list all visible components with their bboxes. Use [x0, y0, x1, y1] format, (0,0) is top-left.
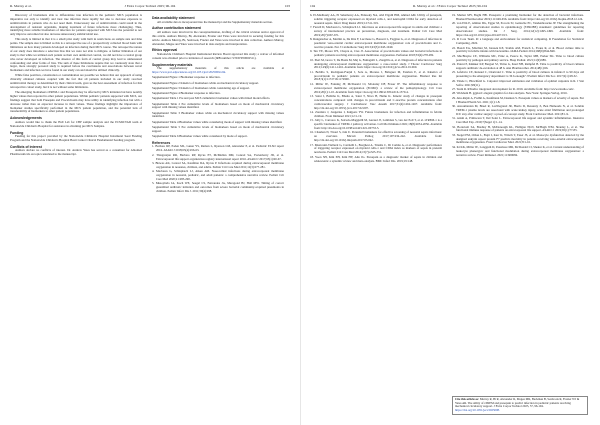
reference-item: 7. Farrell D, Maclaren G, Schlapbach LJ. Infections on extracorporeal life support in adults and children: a survey of international practice on prevention, diagnosis, and treatment. Pediatr Crit Care Med 2019;20(7):667-671.	[310, 25, 442, 37]
supplementary-item: Supplemental Table 3 Biomarker values while on mechanical circulatory support with missing values identified.	[152, 110, 284, 119]
reference-item: 31. Adam A, Primaceru T, Del Soler L. Extracorporeal life support and systemic inflammation. Intensive Care Med Exp. 2019;7(Suppl 1):1-14.	[452, 116, 584, 125]
references-heading: References	[152, 140, 171, 145]
supplementary-item: Supplemental Figure 4 Biomarker response to infection.	[152, 91, 221, 96]
right-column-b	[452, 14, 584, 158]
reference-item: 4. Maclaren G, Schlapbach LJ, Aiken AM. Nosocomial infections during extracorporeal membrane oxygenation in neonatal, pediatric, and adult patients: a comprehensive narrative review. Pediatr Crit Care Med 2020;21:283-290.	[152, 169, 284, 181]
left-column-b	[152, 14, 284, 195]
reference-item: 33. Siegel PM, Orban L, Bojti I, Karr K, Witsch T, Esser JS, et al. Monocyte dysfunction detected by the designed ankyrin repeat protein F7 predicts mortality in patients receiving veno-arterial extracorporeal membrane oxygenation. Front Cardiovasc Med. 2021;8:1-16.	[452, 132, 584, 145]
acknowledgements-heading: Acknowledgements	[10, 116, 42, 121]
reference-item: 10. Pieri M, Greco T, De Bonis M, Maj G, Fumagalli L, Zangrillo A, et al. Diagnosis of infection in patients undergoing extracorporeal membrane oxygenation: a case-control study. J Thorac Cardiovasc Surg 2012;143(6):1411-1416. Available from: https://doi.org/10.1016/j.jtcvs.2012.01.069.	[310, 57, 442, 70]
body-paragraph: Discovery of biomarkers able to differentiate true infection in the pediatric MCS population is imperative not only to identify and treat true infection more rapidly but also to decrease exposure to antimicrobials in patients who do not need them. Unnecessary use of antimicrobials could result in the development of resistant organisms, making treatment of future infections more challenging. Thus, identifying more reliable biomarkers of infection for patients supported with MCS has the potential to not only improve outcomes but also decrease unnecessary antimicrobial use.	[10, 13, 142, 37]
author-contribution-heading: Author contribution statement	[152, 26, 201, 31]
reference-item: 22. Bondi EA, Mischler M, Jurasek KE, Stathis AM, French L, Evans R, et al. Blood culture time to positivity in febrile infants with bacteremia. JAMA Pediatr 2014;168(9):844-849.	[452, 45, 584, 54]
supplementary-item: Supplemental Table 5 Pre cumulative levels of biomarkers based on mode of mechanical circulatory support.	[152, 124, 284, 133]
reference-item: 17. Musicanti-Vielleral G, Carritelli L, Borghesi A, Trisalis C, Di Comite A, et al. Diagnostic performance of triggering receptor expressed on myeloid cells-1 and CD64 index as markers of sepsis in preterm newborns. Pediatr Crit Care Med 2014;15(7):e325-331.	[310, 142, 442, 155]
reference-item: 30. Arzoumanian M, Bruel R, Lavillegrand JR, Harris D, Dessanty Z, Ben Hamouda N, et al. Soluble TREM-1 plasma levels are associated with acute kidney injury, acute atrial fibrillation and prolonged ICU stay after cardiac surgery: a proof-of-concept study. Front Cardiovasc Med. 2021;8:1-9.	[452, 104, 584, 116]
body-paragraph: While false positives, colonization or contamination are possible we believe that our approach of using clinically obtained cultures coupled with the fact that all patients included in our study received antimicrobial therapy as determined by their clinical team, gave us the best assessment of infection for this retrospective cohort study, but it is not without some limitations.	[10, 73, 142, 89]
reference-list	[152, 145, 284, 194]
reference-item: 11. Bobillo S, Rodriguez-Fanjul J, Sole A, Moreno J, Balaguer M, Esteban E, et al. Kinetics of procalcitonin in pediatric patients on extracorporeal membrane oxygenation. Biomed Res Int 2018;3(1):1172716:1172900.	[310, 69, 442, 82]
ethics-text: Nationwide Children's Hospital Institutional Review Board approved this study; a waiver of informed consent was obtained prior to initiation of research (IRB number: STUDY00002511).	[152, 52, 284, 60]
reference-list	[310, 14, 442, 163]
funding-text: Funding for this project provided by the Nationwide Children's Hospital Intramural Seed Funding Program and the Nationwide Children's Hospital Heart Center Clinical Fundamental Seeding program.	[10, 134, 142, 142]
reference-item: 29. Abu-Rajab A, Fadhil A, Kaufmann M, Desikan S. Presepsin values as markers of severity of sepsis. Eur J Biomed Pharm Sci. 2021;1(1):1-8.	[452, 95, 584, 104]
reference-item: 20. von Elm E, Altman DG, Egger M, Pocock SJ, Gøtzsche PC, Vandenbroucke JP. The strengthening the reporting of observational studies in epidemiology (STROBE) statement: guidelines for reporting observational studies. Int J Surg. 2014;12(12):1495-1499. Available from: https://doi.org/10.1016/j.ijsu.2014.07.013.	[452, 21, 584, 37]
reference-item: 12. Millar JE, Fanning JP, McDonald CI, McAuley DF, Fraser JF. The inflammatory response to extracorporeal membrane oxygenation (ECMO): a review of the pathophysiology. Crit Care 2016;20(1):1-10. Available from: https://doi.org/10.1186/s13054-016-1570-4.	[310, 81, 442, 94]
reference-item: 19. Memar MY, Baghi HB. Presepsin: a promising biomarker for the detection of bacterial infections. Biomed Pharmacother 2019;111:649-656. Available from: https://doi.org/10.1016/j.biopha.2018.12.124.	[452, 13, 584, 21]
acknowledgements-text: Authors would like to thank the Hall Lab for CBP sample analysis and the ECMO/VAD team at Nationwide Children's Hospital for assistance in obtaining pre MCS Samples.	[10, 119, 142, 128]
reference-item: 28. Wickham H. ggplot2: elegant graphics for data analysis. New York: Springer-Verlag, 2016.	[452, 91, 568, 96]
supplementary-item: Supplemental Table 4 Biomarker values while considering mode of support with missing values identified.	[152, 119, 283, 124]
reference-item: 15. Jolly L, Carrasco K, Salcedo-Magguilli M, Garaud JJ, Lambden S, van der Poll T, et al. sTREM-1 is a specific biomarker of TREM-1 pathway activation. Cell Mol Immunol 2021;18(8):2054-2056. Available from: http://dx.doi.org/10.1038/s41423-021-00733-5.	[310, 118, 442, 130]
running-head-journal: J Extra Corpor Technol 2025; 96-104	[124, 4, 176, 8]
reference-item: 24. Paioni P, Kinkker KP, Bergsel SJ, Tirina G, Kaul NH, Rampfel B. Time to positivity of blood cultures supports antibiotic de-escalation at 48 h. Ann Pharmacother. 2014;48(1):66.	[452, 62, 584, 70]
running-head-journal: R. Murray et al.: J Extra Corpor Technol 2025; 96-104	[413, 4, 487, 8]
supplementary-item: Supplemental Figure 2 Kinetics of biomarkers while on mechanical circulatory support.	[152, 80, 260, 85]
reference-item: 6. El-Madbouly AA, El Sehemawy AA, Eldesoky NA, Abd Elgalil HM, Ahmed AM. Utility of presepsin, soluble triggering receptor expressed on myeloid cells-1, and neutrophil CD64 for early detection of neonatal sepsis. Infect Drug Resist 2019;12:311-319.	[310, 13, 442, 25]
ethics-heading: Ethics approval	[152, 48, 178, 53]
page-number: 104	[310, 4, 316, 8]
supplementary-item: Supplemental Figure 3 Kinetics of biomarkers while considering age of support.	[152, 85, 250, 90]
reference-item: 26. Thiele C, Hirschfeld G. Cutpoint: improved estimation and validation of optimal cutpoints in R. J Stat Softw. 2021;98(11).	[452, 78, 584, 87]
citation-box	[452, 396, 588, 415]
reference-item: 14. Zandstra J, Jongerius I, Kuijpers TW. Future biomarkers for infection and inflammation in febrile children. Front Immunol 2021;12:1-19.	[310, 110, 442, 118]
reference-item: 18. Yoon SH, Kim EH, Kim HY, Ahn JG. Presepsin as a diagnostic marker of sepsis in children and adolescents: a systemic review and meta-analysis. BMC Infect Dis. 2019;19:148.	[310, 154, 442, 163]
supplementary-intro	[152, 67, 284, 75]
citation-label: Cite this article as:	[455, 397, 480, 401]
reference-item: 2. Thiagarajan RR, Barbaro RP, Rycus PT, McMullan DM, Conrad SA, Fortenberry JD, et al. Extracorporeal life support organization registry international report 2016. ASAIO J 2017;63(1):60-67.	[152, 152, 284, 161]
running-head-right	[310, 3, 590, 11]
supplementary-item: Supplemental Table 1 Pre and post MCS cumulative biomarker values with mixed model effects.	[152, 96, 271, 101]
conflicts-text: Authors declare no conflicts of interest. Dr. Andrew Yates has served as a consultant for Abiomed Pharmaceuticals on topics unrelated to the manuscript.	[10, 148, 142, 157]
reference-item: 3. Biswas AK, Conrad SA, Kaufman DA, Rycus P. Infections acquired during extracorporeal membrane oxygenation in neonates, children, and adults. Pediatr Crit Care Med 2011;12(3):277-281.	[152, 161, 284, 169]
reference-list	[452, 14, 584, 157]
running-head-authors: R. Murray et al.	[10, 4, 32, 8]
right-page	[300, 0, 600, 425]
reference-item: 25. Lefebvre CE, Renaud C, Chartrand C. Time to positivity of blood cultures in infants 0 to 90 days old presenting to the emergency department: is 36 h enough? J Pediatr Infect Dis Soc. 2017;6(1):28-32.	[452, 70, 584, 79]
reference-item: 8. Rungatscher A, Merlini A, De Rita F, Lucchese G, Barozzi L, Faggian G, et al. Diagnosis of infection in paediatric veno-arterial cardiac extracorporeal membrane oxygenation: role of procalcitonin and C-reactive protein. Eur J Cardiothorac Surg 2013;43(5):1043-1049.	[310, 37, 442, 49]
reference-item: 34. Ki KK, Millar JE, Langguth D, Passmore MR, McDonald CI, Shekar K, et al. Current understanding of leukocyte phenotypic and functional modulation during extracorporeal membrane oxygenation: a narrative review. Front Immunol. 2021;11:600684.	[452, 144, 584, 157]
supplementary-item: Supplemental Table 2 Pre cumulative levels of biomarkers based on mode of mechanical circulatory support with missing values identified.	[152, 101, 284, 110]
citation-doi-link[interactable]: https://doi.org/10.1051/ject/2025008.	[455, 408, 500, 413]
reference-item: 9. Tan VE, Moore WS, Chopra A, Cies JJ. Association of procalcitonin values and bacterial infections in pediatric patients receiving extracorporeal membrane oxygenation. Perfusion 2018;33(4):278-282.	[310, 49, 442, 58]
supplementary-item: Supplemental Table 6 Biomarker values while considered by mode of support.	[152, 134, 248, 138]
reference-item: 23. MacBrayne CE, Williams MC, Prinz A, Pearce K, Taylor MB, Parker SK. Time to blood culture positivity by pathogen and primary service. Hosp Pediatr. 2021;11(9):989.	[452, 53, 584, 62]
page-number: 103	[284, 4, 290, 8]
reference-item: 13. Saini J, Babitha K, Bhatia A, Saini T, Niwa H, Hemu K. Kinetic study of changes in presepsin concentrations compared with changes in procalcitonin and C-reactive protein concentrations after cardiovascular surgery. J Cardiothorac Vasc Anesth 2017;31(4):1262-1267. Available from: http://dx.doi.org/10.1053/j.jvca.2017.02.007.	[310, 94, 442, 110]
data-availability-text: All available data is incorporated into the manuscript and the Supplementary materials section.	[157, 19, 273, 24]
reference-item: 32. Bortolotti SA, Bradley H, McDonough KL, Halligan NLN, McHugh WM, Shanley L, et al. The functional immune response of patients on extracorporeal life support. ASAIO J. 2019;65(1):77-83.	[452, 124, 584, 133]
supplementary-intro-text: The supplementary materials of this article are available at	[157, 66, 284, 71]
supplementary-item: Supplemental Figure 1 Biomarker response to infection.	[152, 75, 221, 80]
supplementary-link[interactable]: https://www.ject.edpsciences.org/10.1051/ject/2025009/olm.	[152, 70, 226, 75]
data-availability-heading: Data availability statement	[152, 16, 195, 20]
funding-heading: Funding	[10, 130, 24, 135]
reference-item: 1. Barbaro RP, Paden ML, Guner YS, Raman L, Ryerson LM, Alexander P, et al. Pediatric ELSO report 2016. ASAIO J 2018;63(4):456-63.	[152, 144, 284, 153]
body-paragraph: This study is limited in that it is a small pilot study with built in restrictions on sample size and time points. The sample size is limited as this is a retrospective use of a prospectively collected blood bank with limitations on how many patients developed an infection during their MCS course. The retrospective nature of our study does introduce a selection bias that we were not able to mitigate. A further limitation of our study is that while we utilized each patient as their own uninfected control, we did not have a control group who never developed an infection. The absence of this form of control group may lead to unmeasured confounding and other forms of bias. The sum of these limitations require that we cautiously state that a larger, more strongly powered study is required before the conclusions and associations between novel biomarkers and infection we have found in our study can and should be utilized clinically.	[10, 37, 142, 73]
left-column-a	[10, 14, 142, 159]
author-contribution-text: All authors were involved in the conceptualization, drafting of the critical revision and/or approval of this article. Authors Murray, Bi, Alexander, Frazier and Yates were involved in securing funding for this article. Authors Murray, Bi, Seabrook, Frazier and Yates were involved in data collection. Authors Murray, Alexander, Magee and Yates were involved in data analysis and interpretation.	[152, 30, 284, 46]
reference-item: 21. R Core Team. R: a language and environment for statistical computing. R Foundation for Statistical Computing, 2022.	[452, 37, 584, 46]
body-paragraph: The emerging biomarkers sTREM-1 and Presepsin may be affected by MCS initiation but have notably higher values than reported in other patient populations. Within pediatric patients supported with MCS, our findings suggest that both Presepsin and Procalcitonin may have utility in identifying infection but with a decrease rather than an expected increase in their values. These findings highlight the importance of biomarker studies specifically performed in the MCS patient population, and the potential lack of transferability of biomarkers to other patient populations.	[10, 90, 142, 114]
conflicts-heading: Conflicts of interest	[10, 144, 42, 149]
right-column-a	[310, 14, 442, 164]
reference-item: 5. Musoyinda JA, Koch WE, Seegel CS, Fernandes JA, Maragond BJ, Hall MW. Timing of correct guanidinal antibiotic initiation and outcomes from severe bacterial community-acquired pneumonia in children. Pediatr Infect Dis J. 2011;30(4):298.	[152, 181, 284, 194]
citation-text: Murray R, Bi R, Alexander R, Magee MR, Beckman B, Seabrook R, Frazier WJ & Yates AR. The utility of sTREM and presepsin to predict infection in pediatric patients receiving mechanical circulatory support. J Extra Corpor Technol 2025, 57, 96-104.	[455, 397, 580, 409]
reference-item: 16. Chauhan N, Tiwari S, Jain U. Potential biomarkers for effective screening of neonatal sepsis infections: an overview. Microb Pathog 2017;107:234-242. Available from: http://dx.doi.org/10.1016/j.micpath.2017.03.042.	[310, 130, 442, 143]
reference-item: 27. Team R. RStudio: integrated development for R. 2019. Available from: http://www.rstudio.com/.	[452, 86, 575, 91]
supplementary-heading: Supplementary materials	[152, 62, 193, 67]
running-head-left	[10, 3, 290, 11]
